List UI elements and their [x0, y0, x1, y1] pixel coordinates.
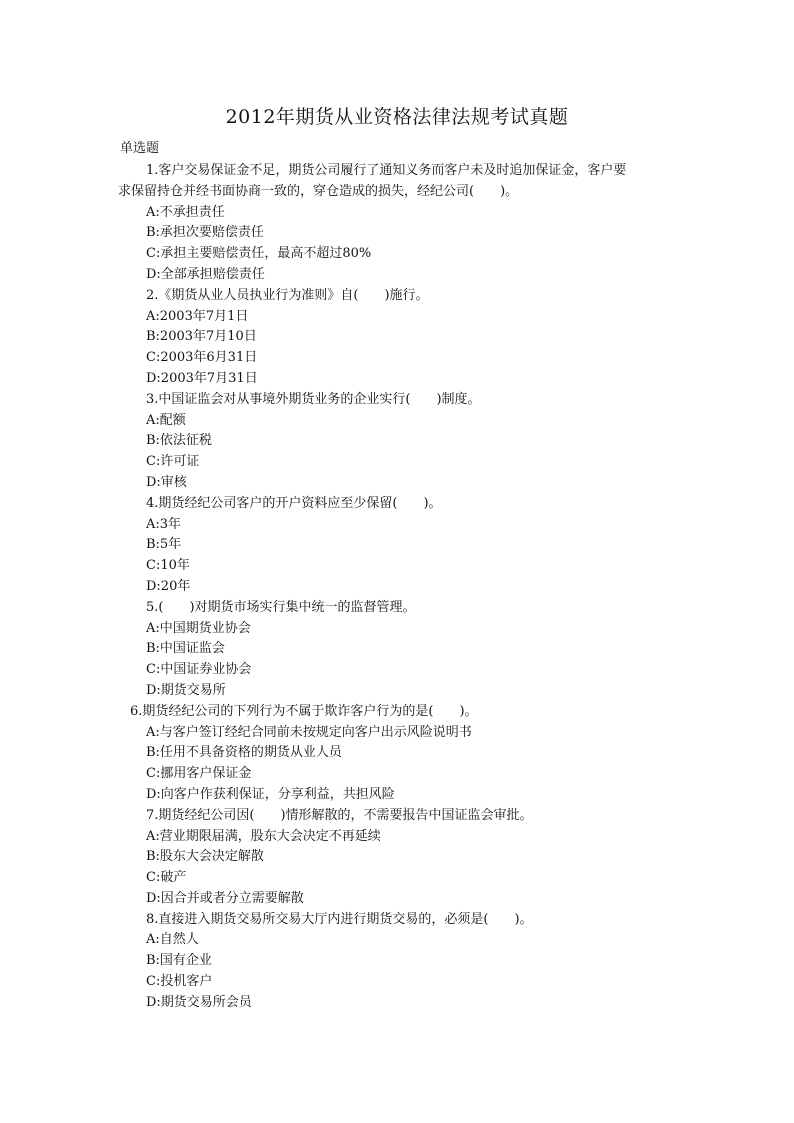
option-c: C:2003年6月31日	[146, 350, 258, 366]
option-c: C:承担主要赔偿责任，最高不超过80%	[146, 246, 372, 262]
option-a: A:不承担责任	[146, 204, 225, 220]
option-c: C:中国证券业协会	[146, 662, 252, 678]
question-7	[118, 806, 678, 910]
question-6	[118, 702, 678, 806]
question-3	[118, 390, 678, 494]
option-a: A:配额	[146, 412, 186, 428]
option-d: D:因合并或者分立需要解散	[146, 890, 304, 906]
option-c: C:10年	[146, 558, 190, 574]
question-stem-continued: 求保留持仓并经书面协商一致的，穿仓造成的损失，经纪公司( )。	[118, 183, 519, 199]
option-d: D:审核	[146, 474, 187, 490]
option-a: A:3年	[146, 516, 182, 532]
option-b: B:承担次要赔偿责任	[146, 225, 264, 241]
option-c: C:投机客户	[146, 974, 213, 990]
option-a: A:营业期限届满，股东大会决定不再延续	[146, 828, 381, 844]
option-b: B:5年	[146, 537, 182, 553]
question-stem: 7.期货经纪公司因( )情形解散的，不需要报告中国证监会审批。	[146, 807, 533, 823]
option-c: C:挪用客户保证金	[146, 766, 252, 782]
option-a: A:2003年7月1日	[146, 308, 249, 324]
option-b: B:2003年7月10日	[146, 329, 257, 345]
question-2	[118, 286, 678, 390]
question-8	[118, 910, 678, 1014]
option-d: D:20年	[146, 578, 191, 594]
question-1	[118, 161, 678, 286]
option-d: D:期货交易所会员	[146, 994, 252, 1010]
question-stem: 3.中国证监会对从事境外期货业务的企业实行( )制度。	[146, 391, 481, 407]
question-stem: 2.《期货从业人员执业行为准则》自( )施行。	[146, 287, 429, 303]
option-c: C:破产	[146, 870, 187, 886]
option-a: A:与客户签订经纪合同前未按规定向客户出示风险说明书	[146, 724, 472, 740]
section-heading: 单选题	[120, 141, 160, 156]
option-d: D:期货交易所	[146, 682, 226, 698]
option-d: D:全部承担赔偿责任	[146, 266, 265, 282]
question-stem: 1.客户交易保证金不足，期货公司履行了通知义务而客户未及时追加保证金，客户要	[146, 163, 627, 178]
option-a: A:自然人	[146, 932, 199, 948]
question-stem: 5.( )对期货市场实行集中统一的监督管理。	[146, 599, 416, 615]
question-list	[118, 161, 678, 1014]
question-4	[118, 494, 678, 598]
option-b: B:股东大会决定解散	[146, 849, 264, 865]
option-c: C:许可证	[146, 454, 200, 470]
question-stem: 4.期货经纪公司客户的开户资料应至少保留( )。	[146, 495, 442, 511]
option-b: B:依法征税	[146, 433, 212, 449]
option-b: B:中国证监会	[146, 641, 225, 657]
question-stem: 6.期货经纪公司的下列行为不属于欺诈客户行为的是( )。	[130, 703, 478, 719]
question-stem: 8.直接进入期货交易所交易大厅内进行期货交易的，必须是( )。	[146, 911, 533, 927]
option-d: D:2003年7月31日	[146, 370, 258, 386]
option-a: A:中国期货业协会	[146, 620, 251, 636]
option-b: B:国有企业	[146, 953, 212, 969]
question-5	[118, 598, 678, 702]
option-d: D:向客户作获利保证，分享利益，共担风险	[146, 786, 395, 802]
option-b: B:任用不具备资格的期货从业人员	[146, 745, 342, 761]
page-title: 2012年期货从业资格法律法规考试真题	[225, 106, 569, 128]
